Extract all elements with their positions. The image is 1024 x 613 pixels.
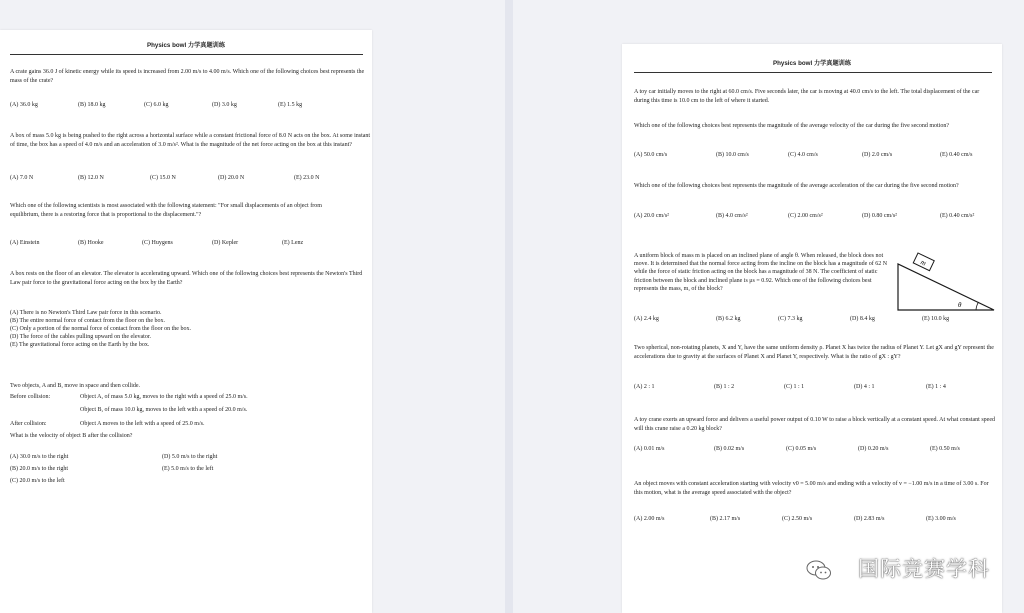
choice: (E) 0.40 cm/s (940, 152, 973, 158)
choice: (B) Hooke (78, 240, 104, 246)
choice: (C) 2.00 cm/s² (788, 213, 823, 219)
choice: (A) 0.01 m/s (634, 446, 665, 452)
question-1 (10, 68, 365, 85)
choice: (D) 4 : 1 (854, 384, 875, 390)
watermark-text: 国际竞赛学科 (858, 557, 990, 581)
choice: (D) 5.0 m/s to the right (162, 454, 218, 460)
choice: (E) 0.40 cm/s² (940, 213, 975, 219)
collision-line: Object B, of mass 10.0 kg, moves to the left with a speed of 20.0 m/s. (80, 407, 248, 413)
question-text: Which one of the following choices best represents the magnitude of the average acceleration of the car during the five second motion? (634, 183, 959, 189)
page-header: Physics bowl 力学真题训练 (772, 60, 852, 67)
choice: (D) The force of the cables pulling upward on the elevator. (10, 334, 152, 340)
question-text: A box of mass 5.0 kg is being pushed to the right across a horizontal surface while a constant frictional force of 8.0 N acts on the box. At some instant of time, the box has a speed of 4.0 m/s and an acceleration of 3.0 m/s². What is the magnitude of the net force acting on the box at this instant? (10, 133, 371, 148)
choice: (C) 1 : 1 (784, 384, 805, 390)
choice: (C) 7.3 kg (778, 316, 803, 322)
question-2 (10, 132, 372, 149)
choice: (B) 10.0 cm/s (716, 152, 749, 158)
collision-label: After collision: (10, 421, 47, 427)
choice: (B) 18.0 kg (78, 102, 106, 108)
choice: (B) 12.0 N (78, 175, 104, 181)
incline-block (913, 253, 934, 271)
question-4 (10, 270, 372, 287)
choice: (B) 4.0 cm/s² (716, 213, 748, 219)
choice: (C) 20.0 m/s to the left (10, 478, 65, 484)
choice: (A) 2.00 m/s (634, 516, 665, 522)
question-text: A box rests on the floor of an elevator. The elevator is accelerating upward. Which one of the following choices best represents the Newton's Third Law pair force to the gravitational force acting on the box by the Earth? (10, 271, 363, 286)
choice: (A) 7.0 N (10, 175, 34, 181)
choice: (C) 2.50 m/s (782, 516, 813, 522)
choice: (B) 1 : 2 (714, 384, 735, 390)
question-text: An object moves with constant acceleration starting with velocity v0 = 5.00 m/s and ending with a velocity of v = −1.00 m/s in a time of 3.00 s. For this motion, what is the average speed associated with the object? (634, 481, 989, 496)
question-1a (634, 122, 994, 131)
choice: (A) 20.0 cm/s² (634, 213, 669, 219)
wechat-icon (806, 559, 832, 581)
choice: (B) 2.17 m/s (710, 516, 741, 522)
choice: (C) 4.0 cm/s (788, 152, 818, 158)
question-text: Which one of the following choices best represents the magnitude of the average velocity of the car during the five second motion? (634, 123, 950, 129)
question-4-choices (10, 309, 365, 349)
choice: (D) 0.80 cm/s² (862, 213, 897, 219)
question-3 (634, 344, 996, 361)
question-2 (634, 252, 888, 293)
choice: (C) 0.05 m/s (786, 446, 817, 452)
page-header: Physics bowl 力学真题训练 (146, 42, 226, 49)
question-text: Two spherical, non-rotating planets, X and Y, have the same uniform density ρ. Planet X has twice the radius of Planet Y. Let gX and gY represent the accelerations due to gravity at the surfaces of Planet X and Planet Y, respectively. What is the ratio of gX : gY? (634, 345, 994, 360)
choice: (C) 15.0 N (150, 175, 176, 181)
angle-arc (976, 302, 979, 310)
header-rule (634, 72, 992, 73)
choice: (D) 2.83 m/s (854, 516, 885, 522)
choice: (A) There is no Newton's Third Law pair force in this scenario. (10, 310, 162, 316)
question-1 (634, 88, 994, 105)
question-text: A uniform block of mass m is placed on an inclined plane of angle θ. When released, the block does not move. It is determined that the normal force acting from the incline on the block has a magnitude of 62 N while the force of static friction acting on the block has a magnitude of 38 N. The coefficient of static friction between the block and inclined plane is μs = 0.92. Which one of the following choices best represents the mass, m, of the block? (634, 253, 888, 292)
question-text: A toy crane exerts an upward force and delivers a useful power output of 0.10 W to raise a block vertically at a constant speed. At what constant speed will this crane raise a 0.20 kg block? (634, 417, 995, 432)
choice: (B) 6.2 kg (716, 316, 741, 322)
choice: (D) 0.20 m/s (858, 446, 889, 452)
question-3 (10, 202, 350, 219)
collision-line: Object A, of mass 5.0 kg, moves to the right with a speed of 25.0 m/s. (80, 394, 248, 400)
choice: (E) 23.0 N (294, 175, 320, 181)
choice: (A) Einstein (10, 240, 40, 246)
header-rule (10, 54, 363, 55)
choice: (C) 6.0 kg (144, 102, 169, 108)
choice: (E) 0.50 m/s (930, 446, 960, 452)
collision-line: Object A moves to the left with a speed of 25.0 m/s. (80, 421, 205, 427)
collision-label: Before collision: (10, 394, 51, 400)
question-text: Two objects, A and B, move in space and then collide. (10, 383, 141, 389)
choice: (D) 2.0 cm/s (862, 152, 893, 158)
question-5 (10, 382, 365, 391)
choice: (E) Lenz (282, 240, 304, 246)
choice: (B) 20.0 m/s to the right (10, 466, 68, 472)
choice: (C) Huygens (142, 240, 173, 246)
question-text: A toy car initially moves to the right at 60.0 cm/s. Five seconds later, the car is moving at 40.0 cm/s to the left. The total displacement of the car during this time is 10.0 cm to the left of where it started. (634, 89, 980, 104)
choice: (E) 10.0 kg (922, 316, 950, 322)
choice: (E) 1.5 kg (278, 102, 303, 108)
choice: (D) Kepler (212, 240, 239, 246)
choice: (A) 30.0 m/s to the right (10, 454, 69, 460)
choice: (D) 8.4 kg (850, 316, 875, 322)
choice: (D) 3.0 kg (212, 102, 237, 108)
choice: (B) 0.02 m/s (714, 446, 745, 452)
question-text: Which one of the following scientists is most associated with the following statement: "For small displacements of an object from equilibrium, there is a restoring force that is proportional to the displacement."? (10, 203, 322, 218)
question-5 (634, 480, 996, 497)
block-label: m (919, 258, 928, 268)
question-text: A crate gains 36.0 J of kinetic energy while its speed is increased from 2.00 m/s to 4.00 m/s. Which one of the following choices best represents the mass of the crate? (10, 69, 365, 84)
document-page-left (0, 30, 372, 613)
choice: (C) Only a portion of the normal force of contact from the floor on the box. (10, 326, 191, 332)
page-gap (505, 0, 513, 613)
choice: (B) The entire normal force of contact from the floor on the box. (10, 318, 166, 324)
choice: (A) 2 : 1 (634, 384, 655, 390)
angle-label: θ (958, 301, 962, 309)
choice: (A) 2.4 kg (634, 316, 659, 322)
document-page-right (622, 44, 1002, 613)
choice: (E) The gravitational force acting on the Earth by the box. (10, 342, 150, 348)
choice: (E) 5.0 m/s to the left (162, 466, 214, 472)
question-4 (634, 416, 996, 433)
question-text: What is the velocity of object B after the collision? (10, 433, 133, 439)
choice: (A) 36.0 kg (10, 102, 38, 108)
question-1b (634, 182, 994, 191)
choice: (E) 3.00 m/s (926, 516, 956, 522)
choice: (E) 1 : 4 (926, 384, 946, 390)
choice: (A) 50.0 cm/s (634, 152, 668, 158)
incline-triangle (898, 264, 994, 310)
choice: (D) 20.0 N (218, 175, 245, 181)
incline-diagram (894, 250, 998, 314)
